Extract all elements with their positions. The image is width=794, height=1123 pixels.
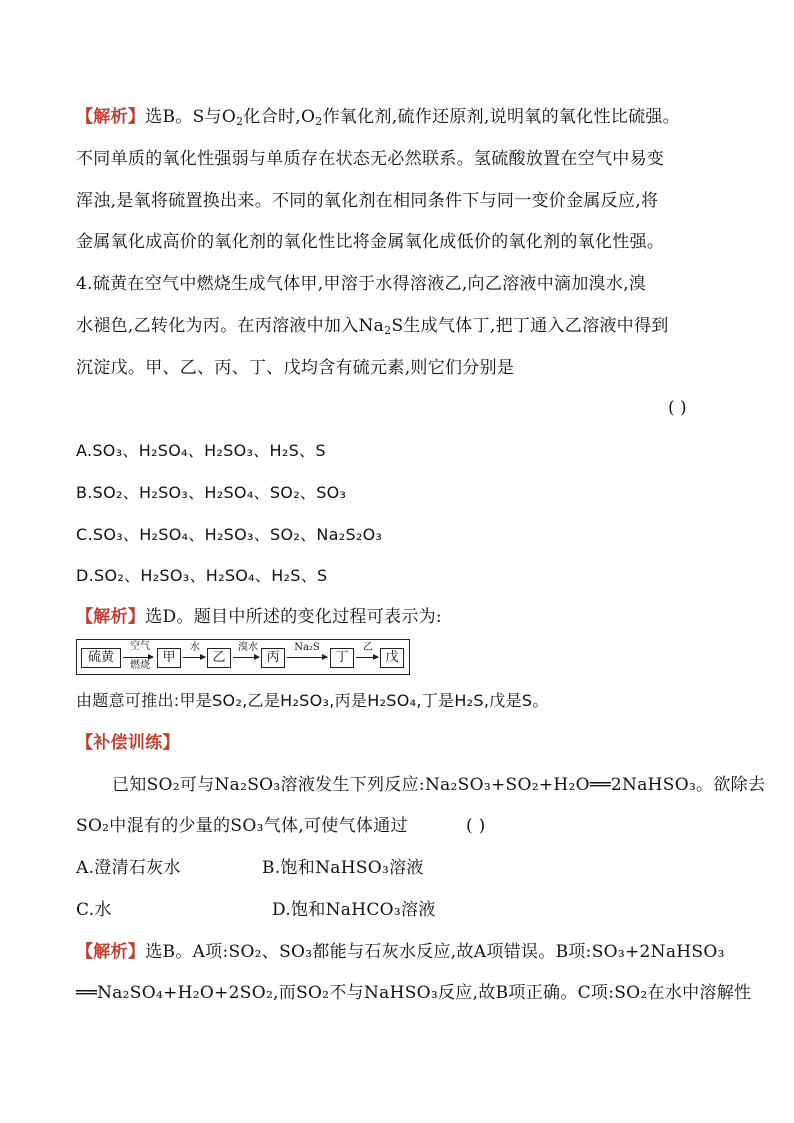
analysis-tag: 【解析】: [76, 607, 146, 627]
flow-arrow-1: [123, 657, 153, 658]
supplement-title: 【补偿训练】: [76, 733, 180, 753]
flow-box-ding: 丁: [330, 648, 354, 668]
analysis-paragraph-line-1: 【解析】选B。S与$O_2$化合时$,O_2$作氧化剂,硫作还原剂,说明氧的氧化性比硫强。: [76, 107, 680, 128]
flow-box-sulfur: 硫黄: [81, 648, 121, 668]
supplement-line-2: SO₂中混有的少量的SO₃气体,可使气体通过: [76, 816, 408, 836]
supplement-option-a: A.澄清石灰水: [76, 858, 181, 878]
flow-box-jia: 甲: [157, 648, 181, 668]
flow-arrow-2: [183, 657, 205, 658]
option-a: A.SO₃、H₂SO₄、H₂SO₃、H₂S、S: [76, 441, 326, 460]
answer-blank: ( ): [668, 398, 687, 418]
analysis-paragraph-line-2: 不同单质的氧化性强弱与单质存在状态无必然联系。氢硫酸放置在空气中易变: [76, 149, 665, 169]
flow-arrow-4: [287, 657, 327, 658]
analysis-4-conclusion: 由题意可推出:甲是SO₂,乙是H₂SO₃,丙是H₂SO₄,丁是H₂S,戊是S。: [76, 691, 549, 710]
analysis-paragraph-line-3: 浑浊,是氧将硫置换出来。不同的氧化剂在相同条件下与同一变价金属反应,将: [76, 191, 659, 211]
flow-arrow-5: [356, 657, 378, 658]
supplement-option-b: B.饱和NaHSO₃溶液: [262, 858, 424, 878]
analysis-tag: 【解析】: [76, 942, 146, 962]
reaction-flow-diagram: [76, 639, 410, 675]
flow-box-yi: 乙: [207, 648, 231, 668]
question-4-line-3: 沉淀戊。甲、乙、丙、丁、戊均含有硫元素,则它们分别是: [76, 358, 515, 378]
analysis-tag: 【解析】: [76, 107, 146, 127]
supplement-answer-blank: ( ): [466, 816, 486, 836]
supplement-line-1: 已知SO₂可与Na₂SO₃溶液发生下列反应:Na₂SO₃+SO₂+H₂O══2NaHSO₃。欲除去: [112, 775, 766, 795]
option-c: C.SO₃、H₂SO₄、H₂SO₃、SO₂、Na₂S₂O₃: [76, 525, 383, 544]
flow-box-bing: 丙: [261, 648, 285, 668]
supplement-option-c: C.水: [76, 900, 112, 920]
option-b: B.SO₂、H₂SO₃、H₂SO₄、SO₂、SO₃: [76, 483, 347, 502]
analysis-5-line-2: ══Na₂SO₄+H₂O+2SO₂,而SO₂不与NaHSO₃反应,故B项正确。C项:SO₂在水中溶解性: [76, 983, 752, 1003]
analysis-5-line-1: 【解析】选B。A项:SO₂、SO₃都能与石灰水反应,故A项错误。B项:SO₃+2NaHSO₃: [76, 942, 725, 962]
flow-box-wu: 戊: [380, 648, 404, 668]
supplement-option-d: D.饱和NaHCO₃溶液: [272, 900, 436, 920]
flow-arrow-3: [233, 657, 259, 658]
question-4-line-2: 水褪色,乙转化为丙。在丙溶液中加入$Na_2S$生成气体丁,把丁通入乙溶液中得到: [76, 316, 669, 337]
analysis-4-line: 【解析】选D。题目中所述的变化过程可表示为:: [76, 607, 442, 627]
flow-label-air: 空气: [130, 641, 150, 652]
analysis-paragraph-line-4: 金属氧化成高价的氧化剂的氧化性比将金属氧化成低价的氧化剂的氧化性强。: [76, 232, 665, 252]
question-4-line-1: 4.硫黄在空气中燃烧生成气体甲,甲溶于水得溶液乙,向乙溶液中滴加溴水,溴: [76, 274, 647, 294]
option-d: D.SO₂、H₂SO₃、H₂SO₄、H₂S、S: [76, 566, 328, 585]
flow-label-water: 水: [190, 642, 200, 653]
flow-label-yi: 乙: [363, 642, 373, 653]
flow-label-bromine: 溴水: [238, 642, 258, 653]
flow-label-na2s: Na₂S: [294, 642, 320, 653]
flow-label-burn: 燃烧: [130, 660, 150, 671]
